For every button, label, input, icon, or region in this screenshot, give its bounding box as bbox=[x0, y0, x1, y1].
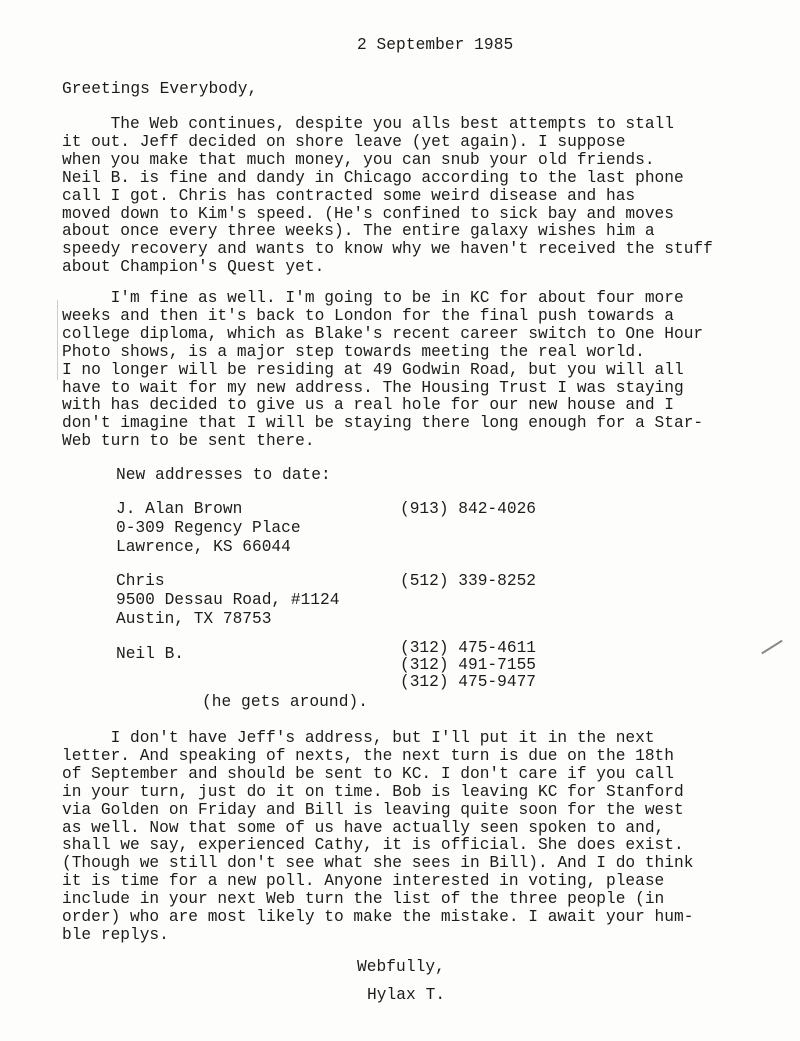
letter-closing: Webfully, bbox=[357, 958, 445, 976]
letter-greeting: Greetings Everybody, bbox=[62, 80, 258, 98]
paragraph-line: I don't have Jeff's address, but I'll put it in the next bbox=[62, 729, 655, 747]
paragraph-line: call I got. Chris has contracted some weird disease and has bbox=[62, 186, 636, 205]
addresses-heading: New addresses to date: bbox=[116, 466, 331, 484]
address-line: 0-309 Regency Place bbox=[116, 519, 301, 537]
address-line: Neil B. bbox=[116, 645, 184, 663]
paragraph-line: via Golden on Friday and Bill is leaving quite soon for the west bbox=[62, 800, 684, 819]
paragraph-line: it out. Jeff decided on shore leave (yet again). I suppose bbox=[62, 132, 626, 151]
contact-phone-alan-brown bbox=[400, 500, 536, 519]
pencil-mark bbox=[761, 640, 782, 654]
paragraph-line: moved down to Kim's speed. (He's confined to sick bay and moves bbox=[62, 204, 674, 223]
paragraph-line: weeks and then it's back to London for the final push towards a bbox=[62, 306, 674, 325]
paragraph-line: Web turn to be sent there. bbox=[62, 432, 315, 451]
phone-number: (913) 842-4026 bbox=[400, 500, 536, 518]
address-line: Austin, TX 78753 bbox=[116, 610, 272, 628]
paragraph-line: it is time for a new poll. Anyone interested in voting, please bbox=[62, 872, 665, 891]
contact-remark: (he gets around). bbox=[202, 693, 368, 711]
paragraph-line: as well. Now that some of us have actually seen spoken to and, bbox=[62, 818, 665, 837]
paragraph-line: in your turn, just do it on time. Bob is leaving KC for Stanford bbox=[62, 782, 684, 801]
letter-signature: Hylax T. bbox=[367, 986, 446, 1004]
letter-date: 2 September 1985 bbox=[357, 36, 514, 54]
paragraph-line: The Web continues, despite you alls best attempts to stall bbox=[62, 115, 674, 133]
address-line: 9500 Dessau Road, #1124 bbox=[116, 591, 340, 609]
paragraph-line: ble replys. bbox=[62, 925, 169, 944]
paragraph-line: I'm fine as well. I'm going to be in KC for about four more bbox=[62, 289, 684, 307]
address-line: J. Alan Brown bbox=[116, 500, 243, 518]
phone-number: (312) 491-7155 bbox=[400, 656, 536, 674]
contact-address-alan-brown bbox=[116, 500, 301, 557]
paragraph-line: college diploma, which as Blake's recent career switch to One Hour bbox=[62, 324, 704, 343]
paragraph-line: about Champion's Quest yet. bbox=[62, 258, 325, 277]
phone-number: (312) 475-4611 bbox=[400, 639, 536, 657]
margin-crease bbox=[57, 300, 58, 380]
paragraph-line: (Though we still don't see what she sees in Bill). And I do think bbox=[62, 854, 694, 873]
paragraph-line: have to wait for my new address. The Housing Trust I was staying bbox=[62, 378, 684, 397]
paragraph-line: Photo shows, is a major step towards meeting the real world. bbox=[62, 342, 645, 361]
paragraph-line: with has decided to give us a real hole for our new house and I bbox=[62, 396, 674, 415]
paragraph-line: about once every three weeks). The entire galaxy wishes him a bbox=[62, 222, 655, 241]
paragraph-line: Neil B. is fine and dandy in Chicago according to the last phone bbox=[62, 168, 684, 187]
phone-number: (512) 339-8252 bbox=[400, 572, 536, 590]
contact-address-chris bbox=[116, 572, 339, 629]
paragraph-line: when you make that much money, you can snub your old friends. bbox=[62, 150, 655, 169]
contact-phone-chris bbox=[400, 572, 536, 591]
paragraph-line: include in your next Web turn the list of the three people (in bbox=[62, 890, 665, 909]
paragraph-line: I no longer will be residing at 49 Godwin Road, but you will all bbox=[62, 360, 684, 379]
paragraph-line: order) who are most likely to make the mistake. I await your hum- bbox=[62, 908, 694, 927]
address-line: Lawrence, KS 66044 bbox=[116, 538, 291, 556]
contact-address-neil-b bbox=[116, 645, 184, 664]
phone-number: (312) 475-9477 bbox=[400, 673, 536, 691]
address-line: Chris bbox=[116, 572, 165, 590]
paragraph-line: shall we say, experienced Cathy, it is official. She does exist. bbox=[62, 836, 684, 855]
paragraph-personal-news bbox=[62, 290, 782, 451]
paragraph-line: don't imagine that I will be staying there long enough for a Star- bbox=[62, 414, 704, 433]
contact-phones-neil-b bbox=[400, 640, 536, 691]
paragraph-turn-news bbox=[62, 730, 782, 945]
paragraph-line: speedy recovery and wants to know why we haven't received the stuff bbox=[62, 240, 713, 259]
paragraph-line: letter. And speaking of nexts, the next turn is due on the 18th bbox=[62, 746, 674, 765]
paragraph-web-news bbox=[62, 116, 782, 277]
paragraph-line: of September and should be sent to KC. I don't care if you call bbox=[62, 764, 674, 783]
